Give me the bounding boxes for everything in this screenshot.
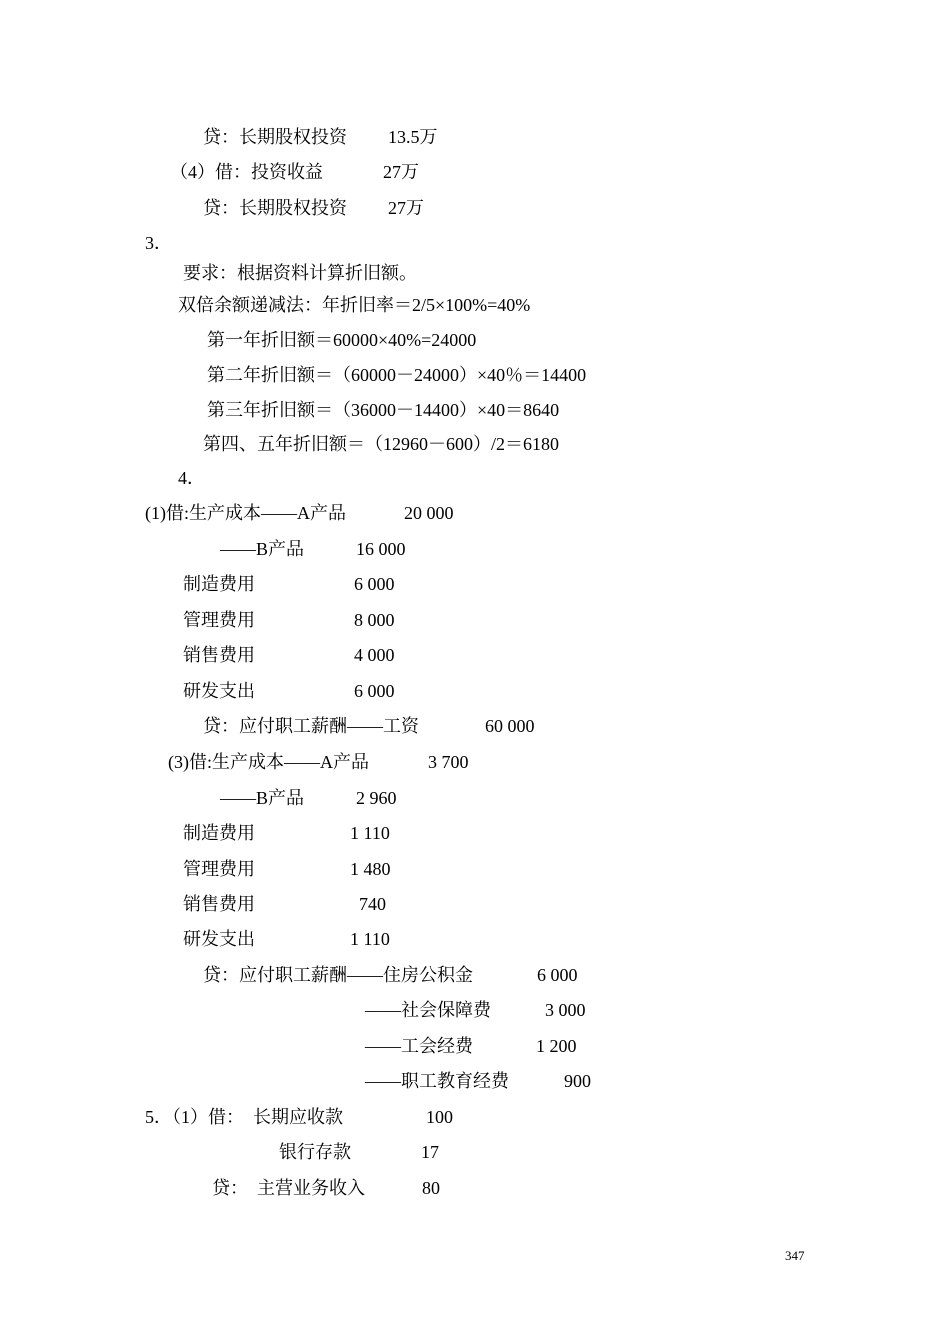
line-requirement [183, 262, 417, 284]
line-year-3 [207, 399, 559, 421]
line-amount: 740 [359, 894, 386, 914]
line-label: 研发支出 [183, 929, 255, 949]
line-label: (3)借:生产成本——A产品 [168, 752, 369, 772]
page-number: 347 [785, 1248, 805, 1263]
line-label: ——工会经费 [365, 1036, 473, 1056]
line-credit-long-term-equity-1 [203, 126, 438, 148]
line-amount: 8 000 [354, 610, 395, 630]
line-amount: 3 000 [545, 1000, 586, 1020]
line-credit-long-term-equity-2 [203, 197, 424, 219]
section-number-4 [178, 467, 205, 489]
line-rd-expenditure-3 [183, 928, 390, 950]
line-label: 要求：根据资料计算折旧额。 [183, 263, 417, 283]
line-amount: 20 000 [404, 503, 454, 523]
line-label: 销售费用 [183, 645, 255, 665]
line-label: （4）借：投资收益 [170, 162, 323, 182]
line-amount: 900 [564, 1071, 591, 1091]
line-label: 贷：应付职工薪酬——住房公积金 [203, 965, 473, 985]
line-credit-main-revenue [212, 1177, 440, 1199]
line-amount: 17 [421, 1142, 439, 1162]
line-label: 贷：应付职工薪酬——工资 [203, 716, 419, 736]
line-label: ——职工教育经费 [365, 1071, 509, 1091]
line-selling-expense-3 [183, 893, 386, 915]
line-label: 贷：长期股权投资 [203, 198, 347, 218]
line-amount: 16 000 [356, 539, 406, 559]
line-amount: 6 000 [354, 574, 395, 594]
line-union-fee [365, 1035, 577, 1057]
line-label: 3． [145, 233, 172, 253]
line-label: 销售费用 [183, 894, 255, 914]
line-label: 管理费用 [183, 610, 255, 630]
line-label: 第三年折旧额＝（36000－14400）×40＝8640 [207, 400, 560, 420]
line-amount: 1 200 [536, 1036, 577, 1056]
line-label: 贷：长期股权投资 [203, 127, 347, 147]
line-year-1 [207, 329, 476, 351]
line-year-4-5 [203, 433, 559, 455]
line-amount: 3 700 [428, 752, 469, 772]
line-amount: 1 110 [350, 929, 390, 949]
line-label: 5．（1）借： 长期应收款 [145, 1107, 343, 1127]
line-amount: 100 [426, 1107, 453, 1127]
line-bank-deposit [279, 1141, 439, 1163]
line-admin-expense-1 [183, 609, 395, 631]
line-label: 双倍余额递减法：年折旧率＝2/5×100%=40% [178, 295, 531, 315]
line-label: ——社会保障费 [365, 1000, 491, 1020]
line-amount: 1 110 [350, 823, 390, 843]
line-ddb-rate [178, 294, 530, 316]
line-selling-expense-1 [183, 644, 395, 666]
line-label: 制造费用 [183, 823, 255, 843]
line-label: (1)借:生产成本——A产品 [145, 503, 346, 523]
line-amount: 6 000 [537, 965, 578, 985]
line-production-cost-b-1 [220, 538, 406, 560]
line-label: ——B产品 [220, 539, 305, 559]
line-amount: 60 000 [485, 716, 535, 736]
line-label: 第四、五年折旧额＝（12960－600）/2＝6180 [203, 434, 559, 454]
line-amount: 6 000 [354, 681, 395, 701]
line-education-fee [365, 1070, 591, 1092]
line-credit-payroll-housing-fund [203, 964, 578, 986]
line-amount: 27万 [388, 198, 424, 218]
line-social-security [365, 999, 586, 1021]
line-manufacturing-overhead-1 [183, 573, 395, 595]
line-debit-production-cost-a-3 [168, 751, 469, 773]
line-label: 制造费用 [183, 574, 255, 594]
line-amount: 1 480 [350, 859, 391, 879]
line-amount: 80 [422, 1178, 440, 1198]
line-label: 4． [178, 468, 205, 488]
line-label: 第二年折旧额＝（60000－24000）×40％＝14400 [207, 365, 587, 385]
line-label: 研发支出 [183, 681, 255, 701]
line-amount: 2 960 [356, 788, 397, 808]
line-label: 银行存款 [279, 1142, 351, 1162]
line-credit-payroll-wages [203, 715, 535, 737]
line-label: ——B产品 [220, 788, 305, 808]
line-label: 贷： 主营业务收入 [212, 1178, 365, 1198]
line-label: 管理费用 [183, 859, 255, 879]
line-amount: 27万 [383, 162, 419, 182]
line-debit-production-cost-a-1 [145, 502, 454, 524]
line-debit-investment-income [170, 161, 419, 183]
line-label: 第一年折旧额＝60000×40%=24000 [207, 330, 477, 350]
line-manufacturing-overhead-3 [183, 822, 390, 844]
section-number-3 [145, 232, 172, 254]
line-admin-expense-3 [183, 858, 391, 880]
line-production-cost-b-3 [220, 787, 397, 809]
line-amount: 13.5万 [388, 127, 438, 147]
line-year-2 [207, 364, 586, 386]
line-rd-expenditure-1 [183, 680, 395, 702]
line-debit-long-term-receivable [145, 1106, 453, 1128]
line-amount: 4 000 [354, 645, 395, 665]
